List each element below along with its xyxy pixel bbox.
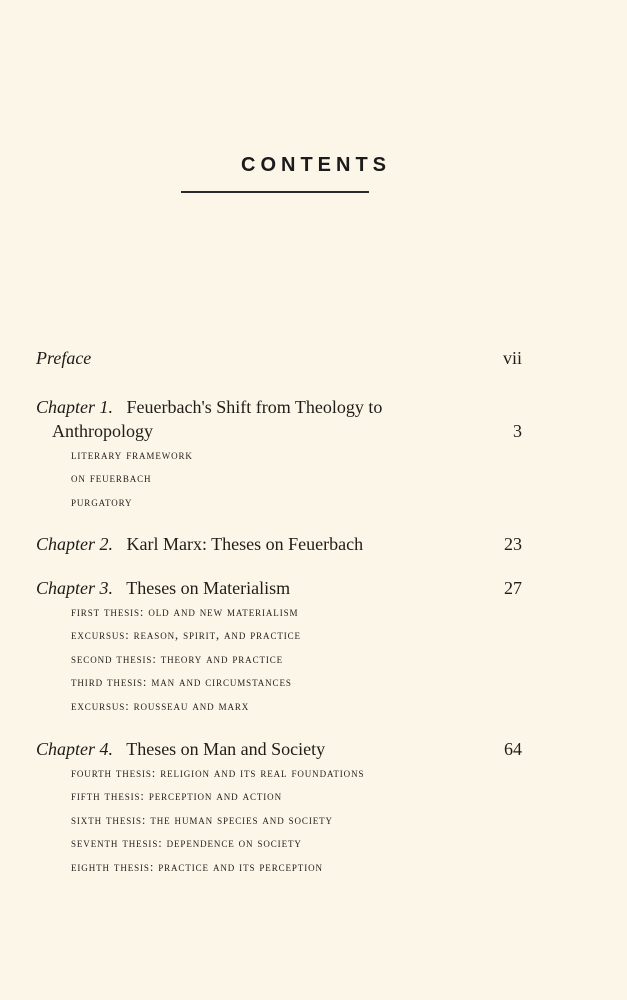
heading-underline [181, 191, 369, 193]
section-item: sixth thesis: the human species and society [71, 812, 333, 827]
chapter-page-number: 3 [513, 421, 522, 441]
section-list [36, 601, 522, 718]
chapter-title: Theses on Materialism [126, 578, 291, 598]
chapter-number: Chapter 3. [36, 578, 123, 598]
toc-entry-chapter-1[interactable] [36, 395, 522, 514]
section-item: fifth thesis: perception and action [71, 789, 282, 804]
section-item: third thesis: man and circumstances [71, 675, 292, 690]
section-item: fourth thesis: religion and its real foundations [71, 766, 365, 780]
section-item: eighth thesis: practice and its perception [71, 859, 323, 874]
toc-entry-chapter-2[interactable] [36, 532, 522, 556]
section-list [36, 762, 522, 879]
chapter-title: Feuerbach's Shift from Theology to [126, 397, 383, 417]
chapter-number: Chapter 1. [36, 397, 123, 417]
chapter-page-number: 27 [504, 578, 522, 598]
section-list [36, 444, 522, 514]
contents-heading-container [0, 154, 627, 177]
chapter-page-number: 23 [504, 534, 522, 554]
chapter-number: Chapter 4. [36, 739, 123, 759]
chapter-title: Karl Marx: Theses on Feuerbach [126, 534, 364, 554]
toc-entry-chapter-3[interactable] [36, 576, 522, 718]
preface-page-number: vii [502, 348, 522, 368]
section-item: excursus: rousseau and marx [71, 698, 250, 713]
section-item: first thesis: old and new materialism [71, 605, 299, 619]
contents-heading: CONTENTS [241, 154, 391, 176]
section-item: purgatory [71, 494, 133, 509]
section-item: on feuerbach [71, 471, 152, 486]
toc-entry-preface[interactable] [36, 346, 522, 370]
section-item: excursus: reason, spirit, and practice [71, 628, 301, 643]
chapter-title-continued: Anthropology [52, 421, 153, 441]
section-item: seventh thesis: dependence on society [71, 836, 302, 851]
chapter-title: Theses on Man and Society [126, 739, 326, 759]
section-item: literary framework [71, 448, 193, 462]
toc-entry-chapter-4[interactable] [36, 737, 522, 879]
section-item: second thesis: theory and practice [71, 651, 284, 666]
preface-label: Preface [36, 348, 92, 368]
chapter-number: Chapter 2. [36, 534, 123, 554]
chapter-page-number: 64 [504, 739, 522, 759]
